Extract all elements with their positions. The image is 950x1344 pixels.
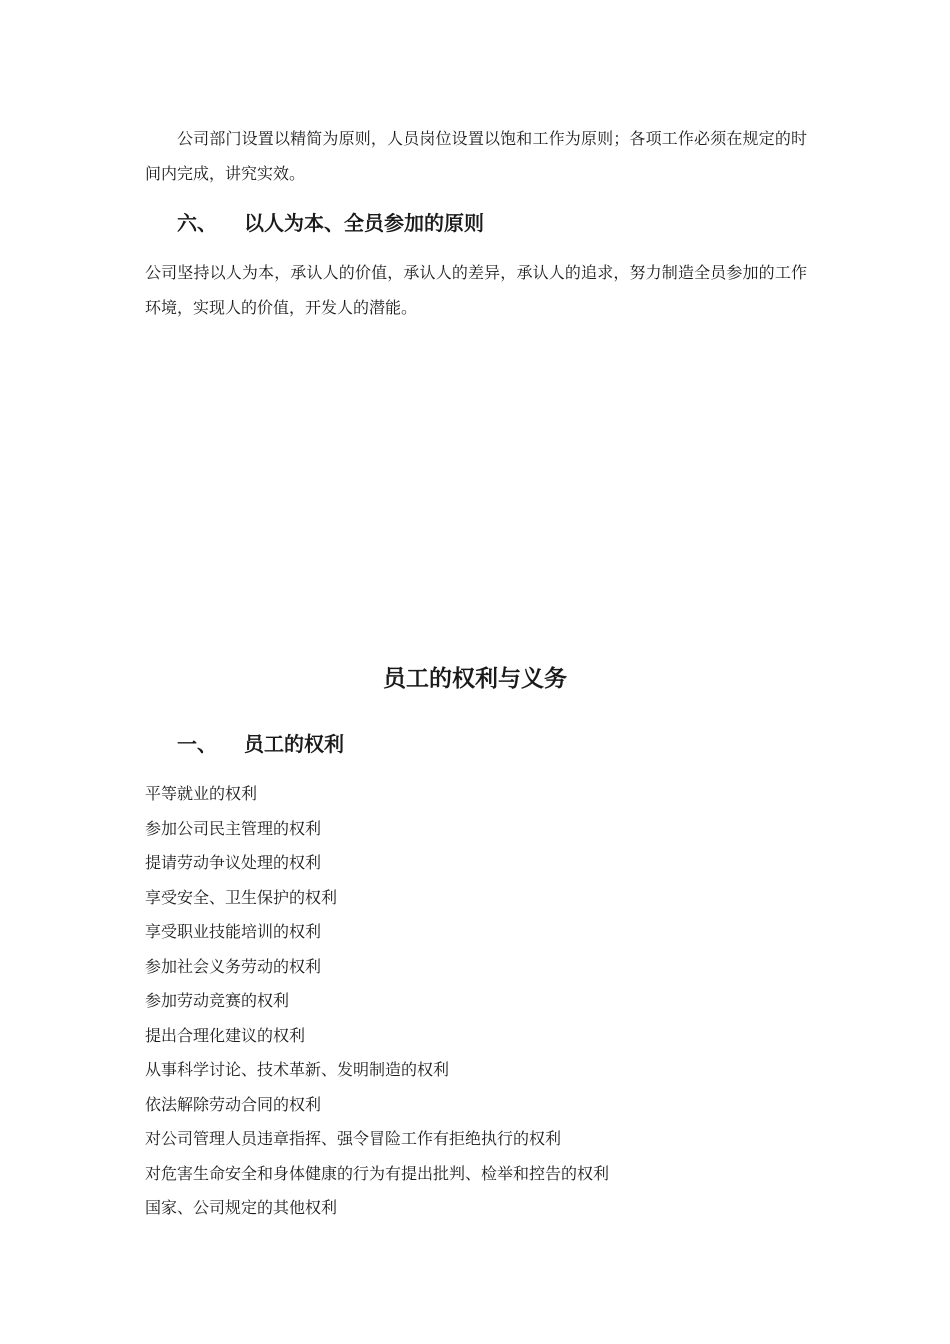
rights-section-title: 员工的权利 [244,732,344,756]
rights-section-number: 一、 [177,732,217,756]
dept-setup-paragraph: 公司部门设置以精简为原则，人员岗位设置以饱和工作为原则；各项工作必须在规定的时间内完成，讲究实效。 [145,129,807,183]
list-item: 依法解除劳动合同的权利 [145,1094,322,1114]
list-item: 提出合理化建议的权利 [145,1025,306,1045]
list-item: 国家、公司规定的其他权利 [145,1198,338,1217]
list-item: 享受安全、卫生保护的权利 [145,887,338,907]
rights-section-heading [177,730,344,758]
section-six-number: 六、 [177,211,217,235]
list-item: 参加公司民主管理的权利 [145,818,322,838]
rights-list [145,777,609,1226]
list-item: 对公司管理人员违章指挥、强令冒险工作有拒绝执行的权利 [145,1129,562,1148]
list-item: 平等就业的权利 [145,784,258,803]
list-item: 参加劳动竞赛的权利 [145,991,290,1010]
list-item: 对危害生命安全和身体健康的行为有提出批判、检举和控告的权利 [145,1163,610,1183]
list-item: 享受职业技能培训的权利 [145,922,322,941]
document-title: 员工的权利与义务 [383,666,567,692]
list-item: 参加社会义务劳动的权利 [145,956,322,976]
section-six-paragraph: 公司坚持以人为本，承认人的价值，承认人的差异，承认人的追求，努力制造全员参加的工作环境，实现人的价值，开发人的潜能。 [145,263,807,317]
section-six-title: 以人为本、全员参加的原则 [244,211,484,235]
list-item: 提请劳动争议处理的权利 [145,853,322,872]
section-six-heading [177,209,484,237]
list-item: 从事科学讨论、技术革新、发明制造的权利 [145,1060,450,1079]
